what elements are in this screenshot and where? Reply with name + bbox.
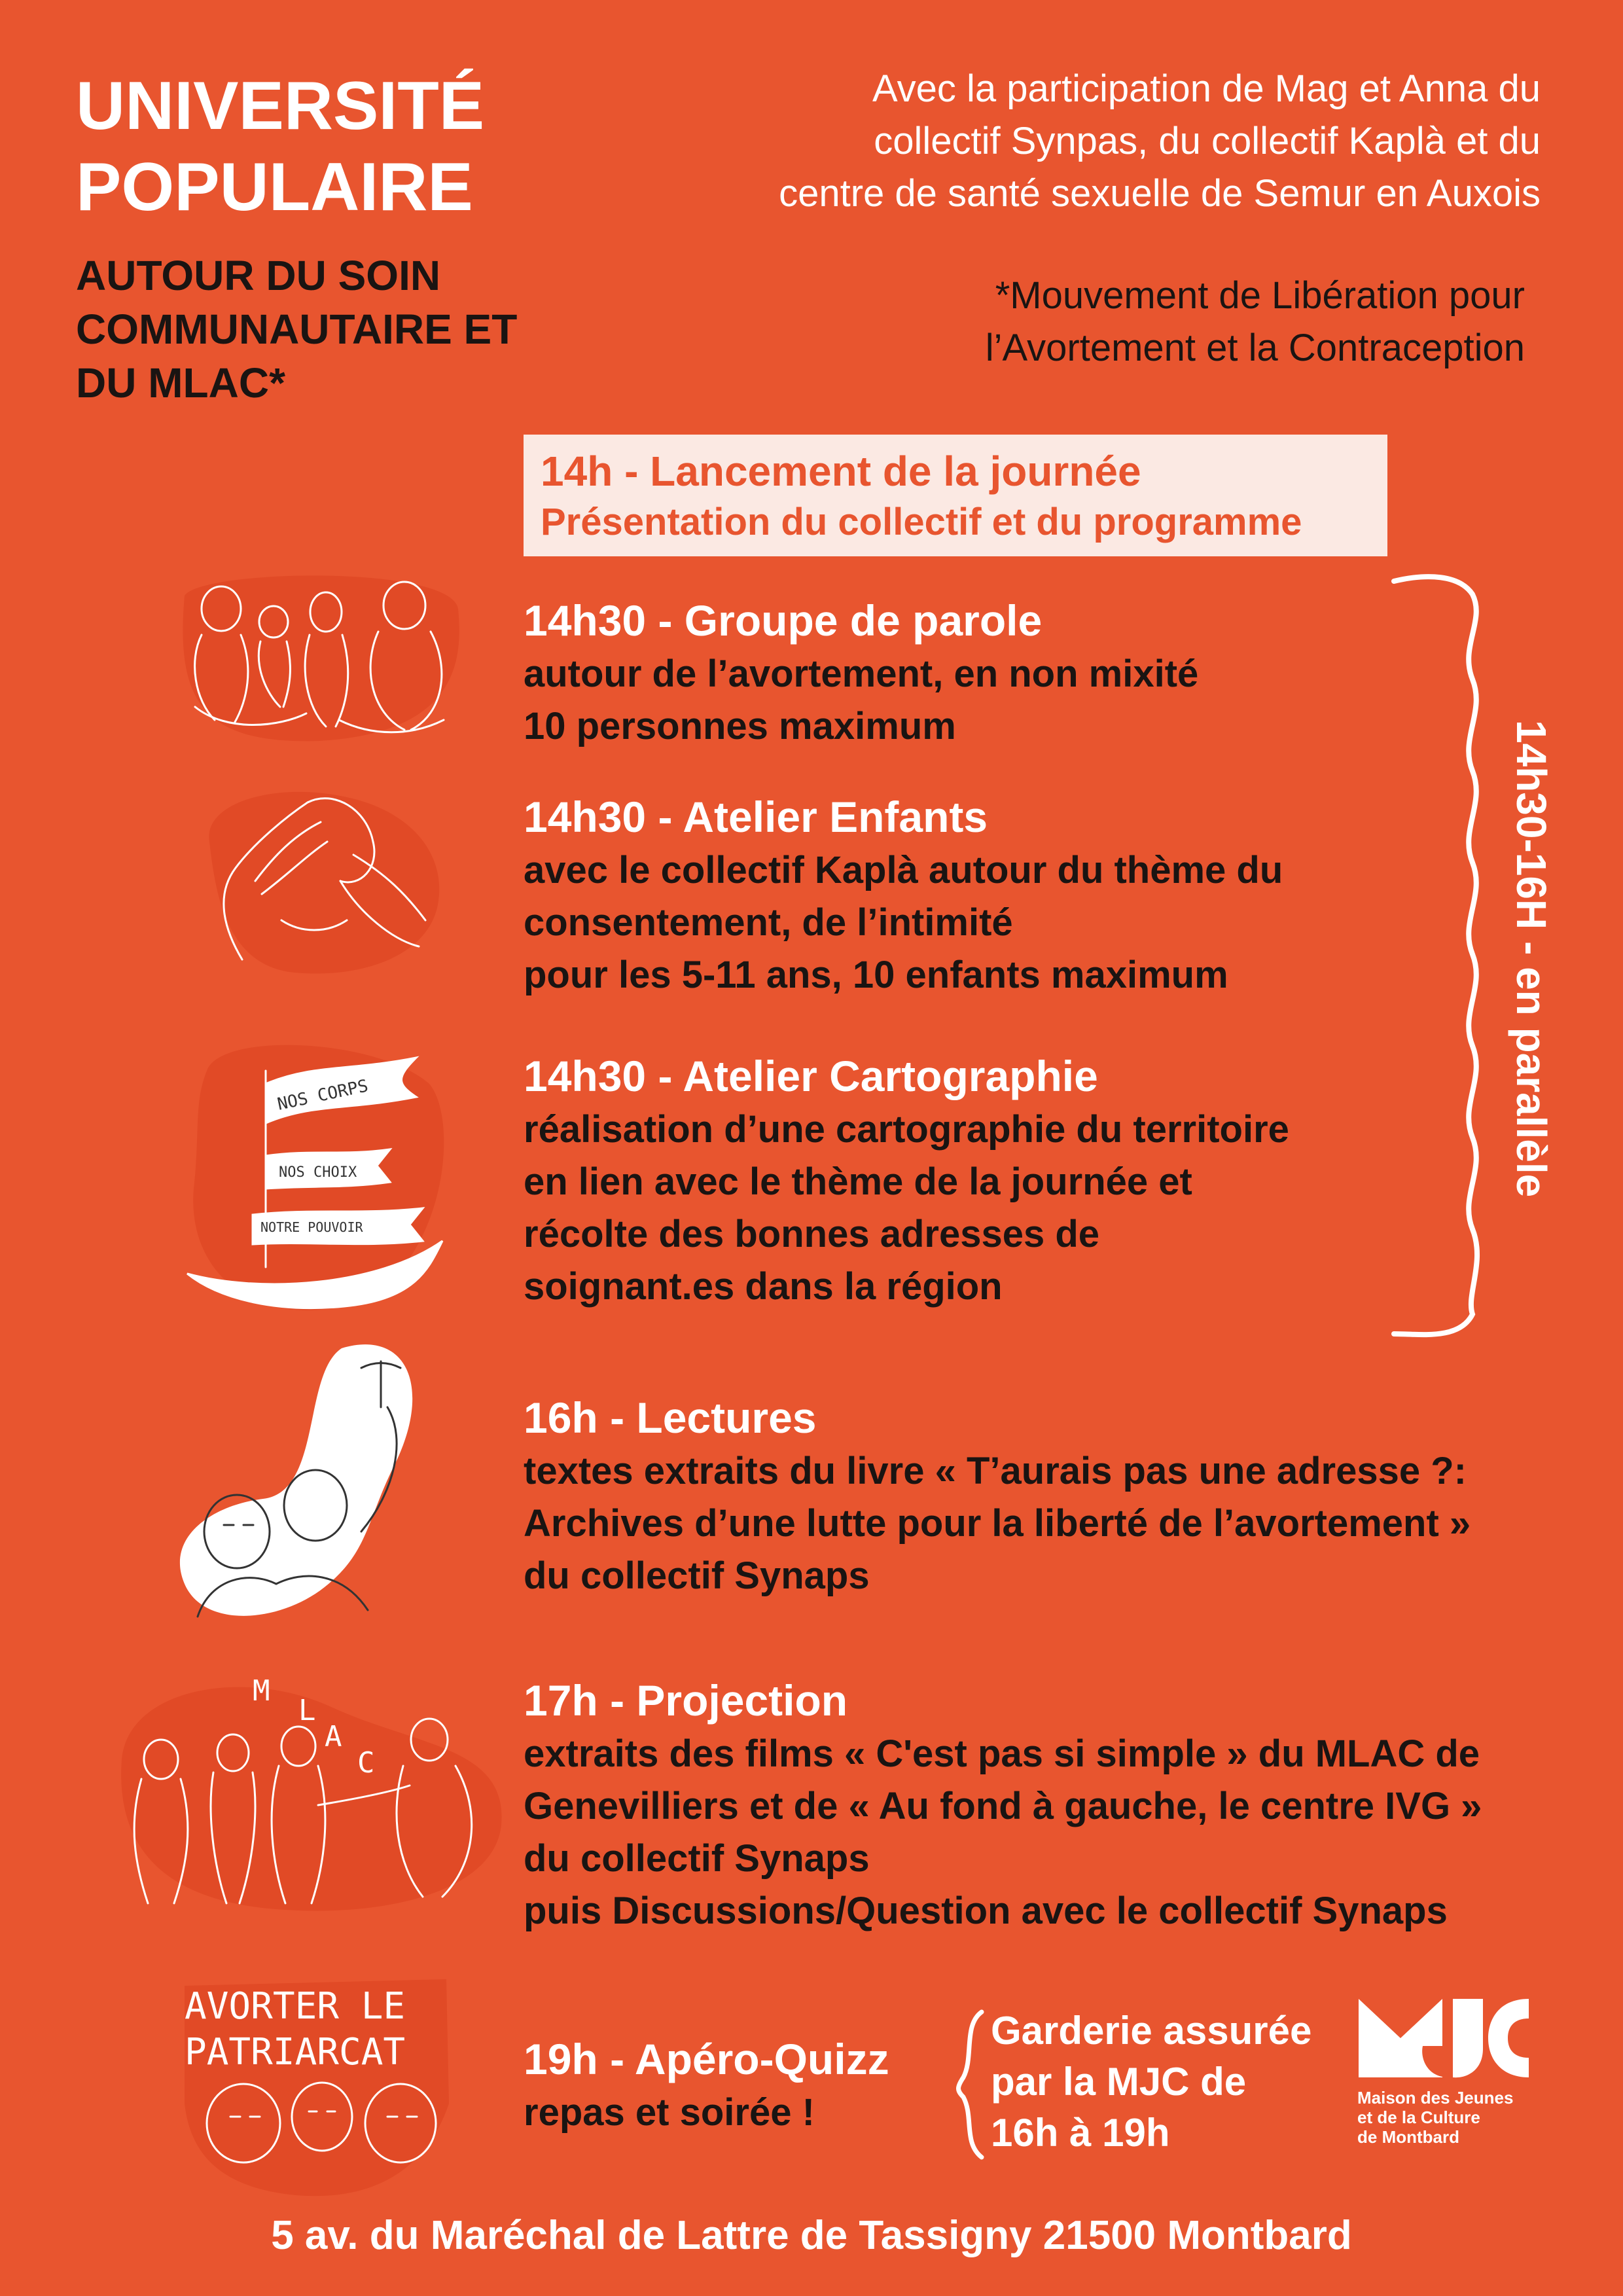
sign-line-2: PATRIARCAT: [185, 2031, 406, 2073]
mlac-letter-l: L: [298, 1694, 316, 1727]
event-line: avec le collectif Kaplà autour du thème du: [524, 849, 1283, 891]
event-line: consentement, de l’intimité: [524, 901, 1013, 944]
event-title: 17h - Projection: [524, 1676, 848, 1725]
garderie-line-1: Garderie assurée: [991, 2009, 1312, 2053]
address: 5 av. du Maréchal de Lattre de Tassigny 21500 Montbard: [271, 2213, 1352, 2258]
women-group-illustration: [175, 569, 463, 746]
event-line: textes extraits du livre « T’aurais pas une adresse ?:: [524, 1450, 1467, 1492]
event-line: réalisation d’une cartographie du territoire: [524, 1108, 1289, 1151]
mlac-march-illustration: [115, 1668, 508, 1916]
event-description: [524, 1445, 1584, 1602]
launch-box: [524, 435, 1387, 556]
event-lectures: [524, 1390, 1584, 1602]
event-line: Archives d’une lutte pour la liberté de l’avortement »: [524, 1502, 1471, 1545]
subtitle-line-2: COMMUNAUTAIRE ET: [76, 306, 518, 353]
event-title: 14h30 - Groupe de parole: [524, 596, 1043, 645]
event-title: 14h30 - Atelier Cartographie: [524, 1052, 1098, 1100]
event-line: récolte des bonnes adresses de: [524, 1213, 1100, 1255]
banner-text-1: NOS CORPS: [276, 1076, 370, 1115]
title-line-1: UNIVERSITÉ: [76, 68, 485, 144]
banner-text-3: NOTRE POUVOIR: [260, 1219, 363, 1235]
event-title: 19h - Apéro-Quizz: [524, 2035, 889, 2083]
subtitle-line-3: DU MLAC*: [76, 359, 285, 406]
garderie-brace-icon: [950, 2005, 990, 2166]
banner-text-2: NOS CHOIX: [279, 1164, 357, 1181]
mjc-caption-line-2: et de la Culture: [1357, 2108, 1480, 2127]
event-title: 16h - Lectures: [524, 1393, 817, 1442]
participation-line-3: centre de santé sexuelle de Semur en Auxois: [779, 172, 1541, 215]
mjc-logo: [1355, 1986, 1531, 2087]
avorter-patriarcat-illustration: [178, 1973, 453, 2202]
boat-banners-illustration: [181, 1031, 455, 1319]
mlac-note-line-2: l’Avortement et la Contraception: [985, 327, 1525, 369]
mjc-caption-line-3: de Montbard: [1357, 2127, 1459, 2147]
participation-line-2: collectif Synpas, du collectif Kaplà et du: [874, 120, 1541, 162]
participation-line-1: Avec la participation de Mag et Anna du: [872, 67, 1541, 110]
mjc-caption-line-1: Maison des Jeunes: [1357, 2088, 1514, 2108]
event-line: puis Discussions/Question avec le collectif Synaps: [524, 1890, 1448, 1932]
mlac-letter-m: M: [253, 1674, 270, 1708]
event-line: du collectif Synaps: [524, 1837, 870, 1880]
event-description: [524, 2087, 982, 2139]
launch-title: 14h - Lancement de la journée: [541, 448, 1141, 495]
mjc-caption: [1357, 2088, 1513, 2147]
event-line: extraits des films « C'est pas si simple » du MLAC de: [524, 1732, 1480, 1775]
garderie-info: [991, 2005, 1331, 2159]
parallel-label: 14h30-16H - en parallèle: [1508, 720, 1555, 1198]
event-line: du collectif Synaps: [524, 1554, 870, 1597]
event-line: pour les 5-11 ans, 10 enfants maximum: [524, 954, 1228, 996]
hands-heart-illustration: [196, 783, 452, 979]
launch-description: Présentation du collectif et du programme: [541, 501, 1302, 543]
participation-text: [624, 63, 1541, 220]
event-description: [524, 1728, 1584, 1937]
event-line: Genevilliers et de « Au fond à gauche, le centre IVG »: [524, 1785, 1482, 1827]
event-projection: [524, 1673, 1584, 1937]
event-line: autour de l’avortement, en non mixité: [524, 653, 1199, 695]
garderie-line-3: 16h à 19h: [991, 2111, 1170, 2155]
sign-line-1: AVORTER LE: [185, 1985, 406, 2028]
mlac-letter-a: A: [325, 1720, 342, 1753]
mlac-footnote: [740, 270, 1525, 374]
page-title: [76, 65, 484, 228]
mlac-note-line-1: *Mouvement de Libération pour: [995, 274, 1525, 317]
title-line-2: POPULAIRE: [76, 149, 473, 225]
event-apero-quizz: [524, 2032, 982, 2139]
garderie-line-2: par la MJC de: [991, 2060, 1247, 2104]
event-line: repas et soirée !: [524, 2091, 815, 2134]
subtitle-line-1: AUTOUR DU SOIN: [76, 252, 441, 299]
event-line: en lien avec le thème de la journée et: [524, 1160, 1192, 1203]
event-line: 10 personnes maximum: [524, 705, 956, 747]
event-title: 14h30 - Atelier Enfants: [524, 793, 988, 841]
page-subtitle: [76, 249, 517, 410]
mlac-letter-c: C: [357, 1746, 375, 1780]
parallel-bracket-icon: [1387, 568, 1518, 1357]
event-line: soignant.es dans la région: [524, 1265, 1003, 1308]
women-iud-illustration: [171, 1335, 446, 1630]
